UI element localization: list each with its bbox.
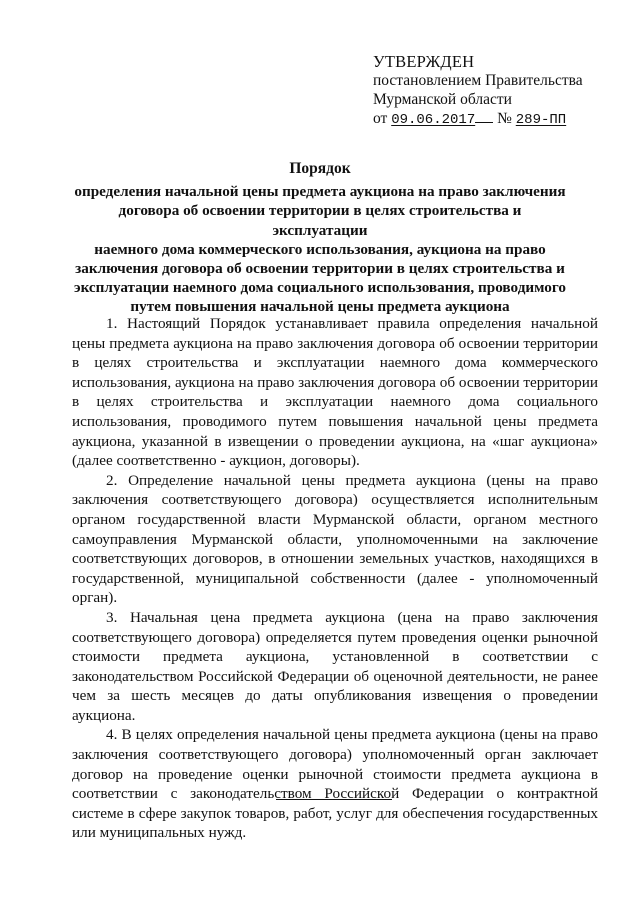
approval-heading: УТВЕРЖДЕН [373,52,475,71]
date-prefix: от [373,110,388,127]
approval-stamp [373,52,613,130]
title-line: эксплуатации наемного дома социального использования, проводимого [74,279,566,297]
title-line: путем повышения начальной цены предмета аукциона [130,298,510,316]
paragraph-3: 3. Начальная цена предмета аукциона (цена на право заключения соответствующего договора) определяется путем проведения оценки рыночной стоимости предмета аукциона, установленной в соответствии с законодательством Российской Федерации об оценочной деятельности, не ранее чем за шесть месяцев до даты опубликования извещения о проведении аукциона. [72,608,598,724]
date-underline [475,112,493,123]
paragraph-4: 4. В целях определения начальной цены предмета аукциона (цены на право заключения соответствующего договора) уполномоченный орган заключает договор на проведение оценки рыночной стоимости предмета аукциона в соответствии с законодательством Российской Федерации о контрактной системе в сфере закупок товаров, работ, услуг для обеспечения государственных или муниципальных нужд. [72,726,598,842]
approval-date-line [373,109,613,130]
paragraph-1: 1. Настоящий Порядок устанавливает правила определения начальной цены предмета аукциона на право заключения договора об освоении территории в целях строительства и эксплуатации наемного дома коммерческого использования, аукциона на право заключения договора об освоении территории в целях строительства и эксплуатации наемного дома социального использования, проводимого путем повышения начальной цены предмета аукциона, указанной в извещении о проведении аукциона, на «шаг аукциона» (далее соответственно - аукцион, договоры). [72,315,598,470]
approval-line-2: Мурманской области [373,91,512,108]
closing-rule [276,799,392,800]
title-heading: Порядок [289,160,351,177]
approval-line-1: постановлением Правительства [373,72,583,89]
title-line: заключения договора об освоении территории в целях строительства и [75,260,565,278]
approval-date: 09.06.2017 [391,112,476,128]
title-line: определения начальной цены предмета аукциона на право заключения [74,183,566,201]
document-body [72,314,598,843]
title-line: наемного дома коммерческого использования, аукциона на право [94,240,546,258]
title-line: договора об освоении территории в целях строительства и эксплуатации [118,202,522,239]
paragraph-2: 2. Определение начальной цены предмета аукциона (цены на право заключения соответствующего договора) осуществляется исполнительным органом государственной власти Мурманской области, органом местного самоуправления Мурманской области, уполномоченными на заключение соответствующих договоров, в отношении земельных участков, находящихся в государственной, муниципальной собственности (далее - уполномоченный орган). [72,471,598,607]
approval-number: 289-ПП [515,112,567,128]
document-title [70,159,570,317]
number-sign: № [497,110,512,127]
